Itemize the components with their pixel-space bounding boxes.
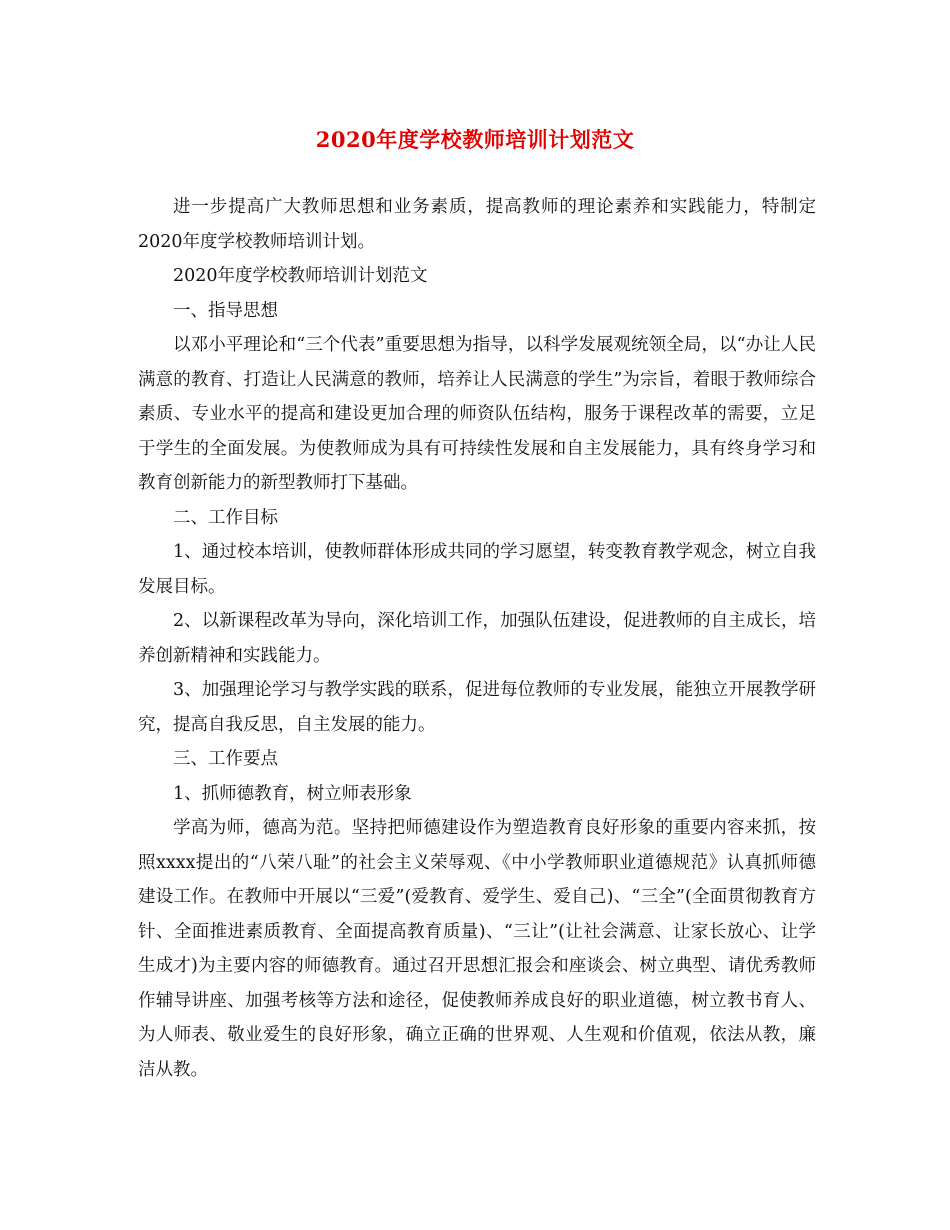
paragraph-subtitle: 2020年度学校教师培训计划范文 <box>173 266 428 286</box>
section-heading-1: 一、指导思想 <box>173 300 278 321</box>
paragraph-guiding-thought: 以邓小平理论和“三个代表”重要思想为指导，以科学发展观统领全局，以“办让人民满意的教育、打造让人民满意的教师，培养让人民满意的学生”为宗旨，着眼于教师综合素质、专业水平的提高和建设更加合理的师资队伍结构，服务于课程改革的需要，立足于学生的全面发展。为使教师成为具有可持续性发展和自主发展能力，具有终身学习和教育创新能力的新型教师打下基础。 <box>138 335 816 493</box>
subheading-ethics: 1、抓师德教育，树立师表形象 <box>173 783 412 804</box>
section-heading-3: 三、工作要点 <box>173 749 278 769</box>
paragraph-goal-1: 1、通过校本培训，使教师群体形成共同的学习愿望，转变教育教学观念，树立自我发展目标。 <box>138 542 816 597</box>
document-title: 2020年度学校教师培训计划范文 <box>315 127 635 152</box>
paragraph-intro: 进一步提高广大教师思想和业务素质，提高教师的理论素养和实践能力，特制定 2020年度学校教师培训计划。 <box>138 197 834 252</box>
paragraph-goal-3: 3、加强理论学习与教学实践的联系，促进每位教师的专业发展，能独立开展教学研究，提高自我反思，自主发展的能力。 <box>138 680 816 735</box>
paragraph-goal-2: 2、以新课程改革为导向，深化培训工作，加强队伍建设，促进教师的自主成长，培养创新精神和实践能力。 <box>138 611 816 666</box>
section-heading-2: 二、工作目标 <box>173 507 278 528</box>
paragraph-ethics: 学高为师，德高为范。坚持把师德建设作为塑造教育良好形象的重要内容来抓，按照xxxx提出的“八荣八耻”的社会主义荣辱观、《中小学教师职业道德规范》认真抓师德建设工作。在教师中开展以“三爱”(爱教育、爱学生、爱自己)、“三全”(全面贯彻教育方针、全面推进素质教育、全面提高教育质量)、“三让”(让社会满意、让家长放心、让学生成才)为主要内容的师德教育。通过召开思想汇报会和座谈会、树立典型、请优秀教师作辅导讲座、加强考核等方法和途径，促使教师养成良好的职业道德，树立教书育人、为人师表、敬业爱生的良好形象，确立正确的世界观、人生观和价值观，依法从教，廉洁从教。 <box>138 818 816 1080</box>
document-body <box>138 190 834 1087</box>
